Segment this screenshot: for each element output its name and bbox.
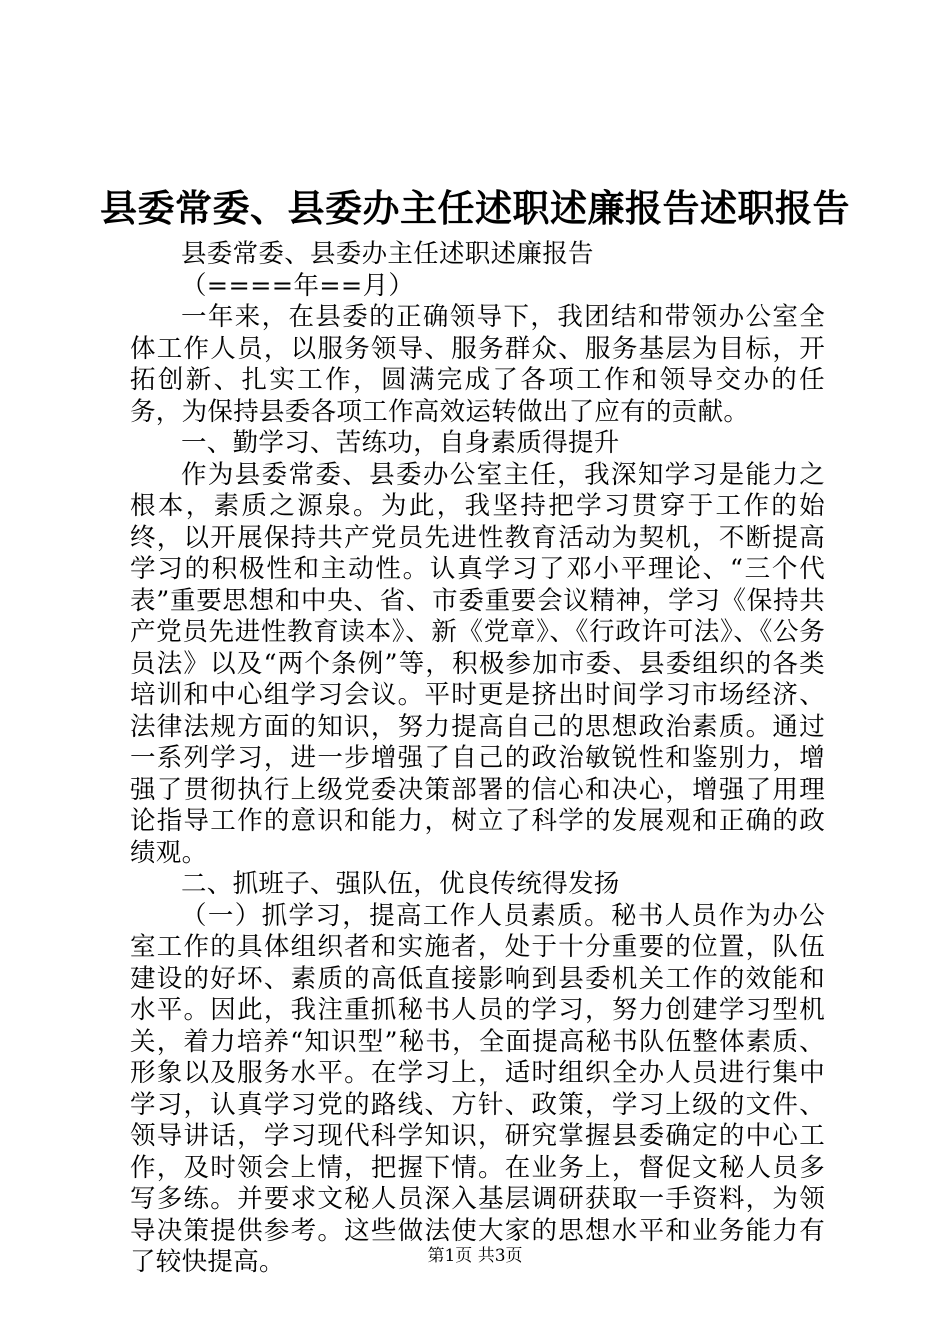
document-body bbox=[130, 239, 825, 1279]
page-footer: 第1页 共3页 bbox=[427, 1246, 523, 1266]
paragraph-date: （====年==月） bbox=[181, 270, 415, 301]
document-title: 县委常委、县委办主任述职述廉报告述职报告 bbox=[100, 186, 850, 230]
paragraph-study: 作为县委常委、县委办公室主任，我深知学习是能力之根本，素质之源泉。为此，我坚持把学习贯穿于工作的始终，以开展保持共产党员先进性教育活动为契机，不断提高学习的积极性和主动性。认真学习了邓小平理论、“三个代表”重要思想和中央、省、市委重要会议精神，学习《保持共产党员先进性教育读本》、新《党章》、《行政许可法》、《公务员法》以及“两个条例”等，积极参加市委、县委组织的各类培训和中心组学习会议。平时更是挤出时间学习市场经济、法律法规方面的知识，努力提高自己的思想政治素质。通过一系列学习，进一步增强了自己的政治敏锐性和鉴别力，增强了贯彻执行上级党委决策部署的信心和决心，增强了用理论指导工作的意识和能力，树立了科学的发展观和正确的政绩观。 bbox=[130, 459, 825, 868]
section-heading-1: 一、勤学习、苦练功，自身素质得提升 bbox=[181, 428, 620, 458]
paragraph-intro: 一年来，在县委的正确领导下，我团结和带领办公室全体工作人员，以服务领导、服务群众、服务基层为目标，开拓创新、扎实工作，圆满完成了各项工作和领导交办的任务，为保持县委各项工作高效运转做出了应有的贡献。 bbox=[130, 302, 825, 427]
section-heading-2: 二、抓班子、强队伍，优良传统得发扬 bbox=[181, 869, 620, 899]
paragraph-subtitle: 县委常委、县委办主任述职述廉报告 bbox=[181, 239, 594, 269]
paragraph-team: （一）抓学习，提高工作人员素质。秘书人员作为办公室工作的具体组织者和实施者，处于十分重要的位置，队伍建设的好坏、素质的高低直接影响到县委机关工作的效能和水平。因此，我注重抓秘书人员的学习，努力创建学习型机关，着力培养“知识型”秘书，全面提高秘书队伍整体素质、形象以及服务水平。在学习上，适时组织全办人员进行集中学习，认真学习党的路线、方针、政策，学习上级的文件、领导讲话，学习现代科学知识，研究掌握县委确定的中心工作，及时领会上情，把握下情。在业务上，督促文秘人员多写多练。并要求文秘人员深入基层调研获取一手资料，为领导决策提供参考。这些做法使大家的思想水平和业务能力有了较快提高。 bbox=[130, 900, 825, 1277]
